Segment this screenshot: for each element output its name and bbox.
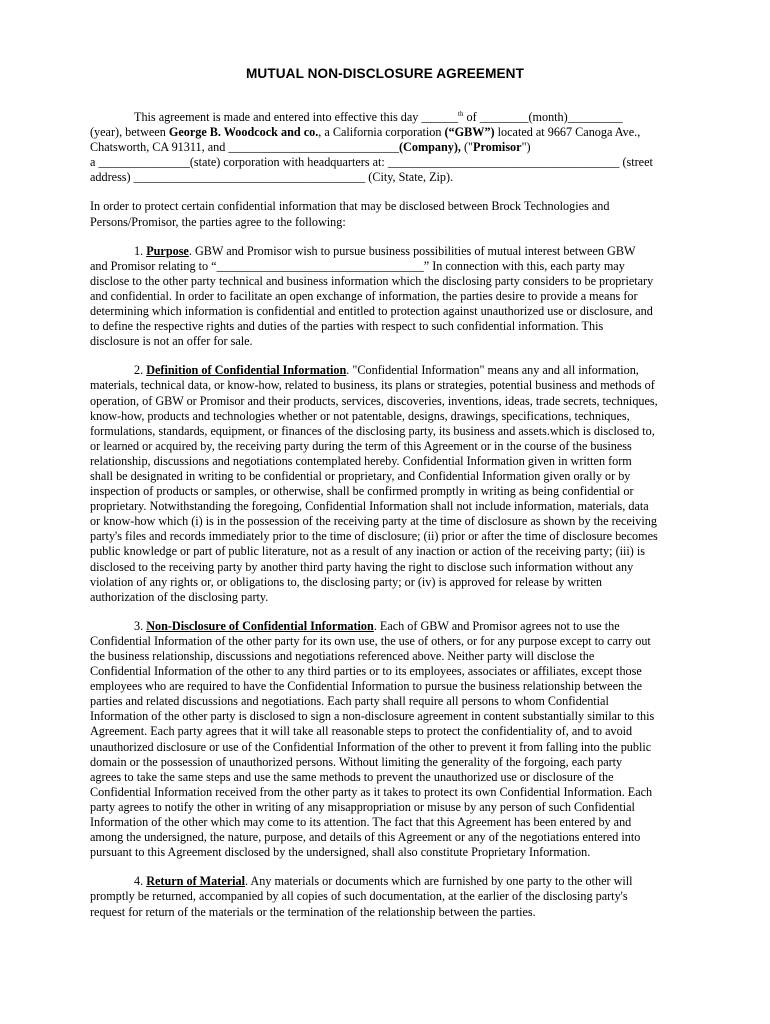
- paragraph-line: party's files and records immediately prior to the time of disclosure; (ii) prior or after the time of disclosure becomes: [90, 529, 658, 544]
- paragraph-line: In order to protect certain confidential information that may be disclosed between Brock Technologies and: [90, 199, 610, 214]
- company-label: (Company),: [398, 140, 461, 155]
- section-4-return: [90, 874, 680, 919]
- paragraph-line: request for return of the materials or the termination of the relationship between the parties.: [90, 904, 536, 919]
- paragraph-line: domain or the possession of unauthorized persons. Without limiting the generality of the forgoing, each party: [90, 754, 623, 769]
- section-number: 2.: [134, 363, 147, 378]
- document-title: MUTUAL NON-DISCLOSURE AGREEMENT: [246, 66, 524, 81]
- paragraph-line: Information of the other party is disclosed to sign a non-disclosure agreement in content substantially similar to this: [90, 709, 655, 724]
- paragraph-line: formulations, standards, equipment, or finances of the disclosing party, its business and assets.which is disclosed to,: [90, 423, 655, 438]
- paragraph-line: party agrees to notify the other in writing of any misappropriation or misuse by any person of such Confidential: [90, 799, 635, 814]
- party-name: George B. Woodcock and co.: [168, 125, 319, 140]
- section-heading: Return of Material: [146, 874, 246, 889]
- section-first-line: [90, 874, 680, 889]
- section-first-line: [90, 363, 680, 378]
- paragraph-line: Confidential Information received from the other party as it takes to protect its own Confidential Information. Each: [90, 784, 653, 799]
- section-heading: Definition of Confidential Information: [146, 363, 347, 378]
- paragraph-line: pursuant to this Agreement disclosed by the undersigned, shall also constitute Proprietary Information.: [90, 845, 591, 860]
- intro-text: , a California corporation: [318, 125, 445, 140]
- paragraph-line: know-how, products and technologies whether or not patentable, designs, drawings, specifications, techniques,: [90, 408, 630, 423]
- purpose-paragraph: [90, 199, 680, 229]
- intro-line-3: [90, 140, 680, 155]
- intro-paragraph: [90, 110, 680, 185]
- section-heading: Non-Disclosure of Confidential Information: [146, 618, 374, 633]
- paragraph-line: relationship, discussions and negotiations contemplated hereby. Confidential Information given in written form: [90, 453, 632, 468]
- paragraph-line: among the undersigned, the nature, purpose, and details of this Agreement or any of the negotiations entered into: [90, 830, 641, 845]
- section-number: 4.: [134, 874, 147, 889]
- paragraph-line: determining which information is confidential and entitled to protection against unauthorized use or disclosure, and: [90, 304, 653, 319]
- intro-line-1: [90, 110, 680, 125]
- paragraph-line: and Promisor relating to “__________________________________” In connection with this, each party may: [90, 258, 625, 273]
- paragraph-line: disclosed to the receiving party by another third party having the right to disclose such information without any: [90, 559, 634, 574]
- intro-text: (": [460, 140, 474, 155]
- paragraph-line: or learned or acquired by, the receiving party during the term of this Agreement or in the course of the business: [90, 438, 632, 453]
- document-body: [90, 110, 680, 934]
- paragraph-line: to define the respective rights and duties of the parties with respect to such confidential information. This: [90, 319, 604, 334]
- paragraph-line: parties and related discussions and negotiations. Each party shall require all persons to whom Confidential: [90, 694, 609, 709]
- promisor-label: Promisor: [473, 140, 522, 155]
- intro-line-2: [90, 125, 680, 140]
- section-2-definition: [90, 363, 680, 605]
- paragraph-line: unauthorized disclosure or use of the Confidential Information of the other to prevent it from falling into the public: [90, 739, 652, 754]
- paragraph-line: operation, of GBW or Promisor and their products, services, discoveries, inventions, ideas, trade secrets, techniques,: [90, 393, 658, 408]
- paragraph-line: public knowledge or part of public literature, not as a result of any inaction or action of the receiving party; (iii) is: [90, 544, 646, 559]
- paragraph-line: proprietary. Notwithstanding the foregoing, Confidential Information shall not include information, materials, data: [90, 499, 649, 514]
- paragraph-line: materials, technical data, or know-how, related to business, its plans or strategies, potential business and methods of: [90, 378, 655, 393]
- intro-line-4: a _______________(state) corporation with headquarters at: ______________________________________ (street: [90, 155, 653, 170]
- paragraph-line: disclose to the other party technical and business information which the disclosing party considers to be proprietary: [90, 273, 654, 288]
- paragraph-line: promptly be returned, accompanied by all copies of such documentation, at the earlier of the disclosing party's: [90, 889, 628, 904]
- paragraph-line: disclosure is not an offer for sale.: [90, 334, 253, 349]
- intro-line-5: address) ______________________________________ (City, State, Zip).: [90, 170, 454, 185]
- paragraph-line: Agreement. Each party agrees that it will take all reasonable steps to protect the confidentiality of, and to avoid: [90, 724, 633, 739]
- paragraph-line: employees who are required to have the Confidential Information to pursue the business relationship between the: [90, 679, 643, 694]
- ordinal-suffix: th: [458, 110, 464, 118]
- intro-text: Chatsworth, CA 91311, and ____________________________: [90, 140, 399, 155]
- paragraph-line: Persons/Promisor, the parties agree to the following:: [90, 214, 346, 229]
- section-text: . "Confidential Information" means any and all information,: [346, 363, 639, 378]
- section-heading: Purpose: [146, 243, 189, 258]
- section-1-purpose: [90, 244, 680, 350]
- party-abbrev: (“GBW”): [444, 125, 495, 140]
- section-number: 1.: [134, 243, 147, 258]
- paragraph-line: the business relationship, discussions and negotiations referenced above. Neither party will disclose the: [90, 649, 595, 663]
- section-3-non-disclosure: [90, 619, 680, 861]
- paragraph-line: agrees to take the same steps and use the same methods to prevent the unauthorized use or disclosure of the: [90, 769, 614, 784]
- paragraph-line: shall be designated in writing to be confidential or proprietary, and Confidential Information given orally or by: [90, 468, 631, 483]
- paragraph-line: Confidential Information of the other party for its own use, the use of others, or for any purpose except to carry out: [90, 633, 651, 648]
- intro-text: This agreement is made and entered into effective this day ______: [134, 110, 458, 124]
- paragraph-line: inspection of products or samples, or otherwise, shall be confirmed promptly in writing as being confidential or: [90, 484, 634, 499]
- paragraph-line: Confidential Information of the other to any third parties or to its employees, associates or affiliates, except those: [90, 664, 642, 679]
- section-number: 3.: [134, 618, 147, 633]
- intro-text: located at 9667 Canoga Ave.,: [494, 125, 641, 140]
- paragraph-line: Information of the other which may come to its attention. The fact that this Agreement has been entered by and: [90, 815, 632, 830]
- intro-text: "): [521, 140, 531, 155]
- paragraph-line: authorization of the disclosing party.: [90, 589, 269, 604]
- paragraph-line: and confidential. In order to facilitate an open exchange of information, the parties desire to provide a means for: [90, 288, 638, 303]
- section-text: . Each of GBW and Promisor agrees not to use the: [373, 618, 620, 633]
- section-text: . GBW and Promisor wish to pursue business possibilities of mutual interest between GBW: [188, 243, 636, 258]
- intro-text: of ________(month)_________: [463, 110, 623, 124]
- paragraph-line: violation of any rights or, or obligations to, the disclosing party; or (iv) is approved for release by written: [90, 574, 602, 589]
- section-first-line: [90, 244, 680, 259]
- paragraph-line: or know-how which (i) is in the possession of the receiving party at the time of disclosure as shown by the receiving: [90, 514, 657, 529]
- section-first-line: [90, 619, 680, 634]
- intro-text: (year), between: [90, 125, 169, 140]
- section-text: . Any materials or documents which are furnished by one party to the other will: [245, 874, 633, 889]
